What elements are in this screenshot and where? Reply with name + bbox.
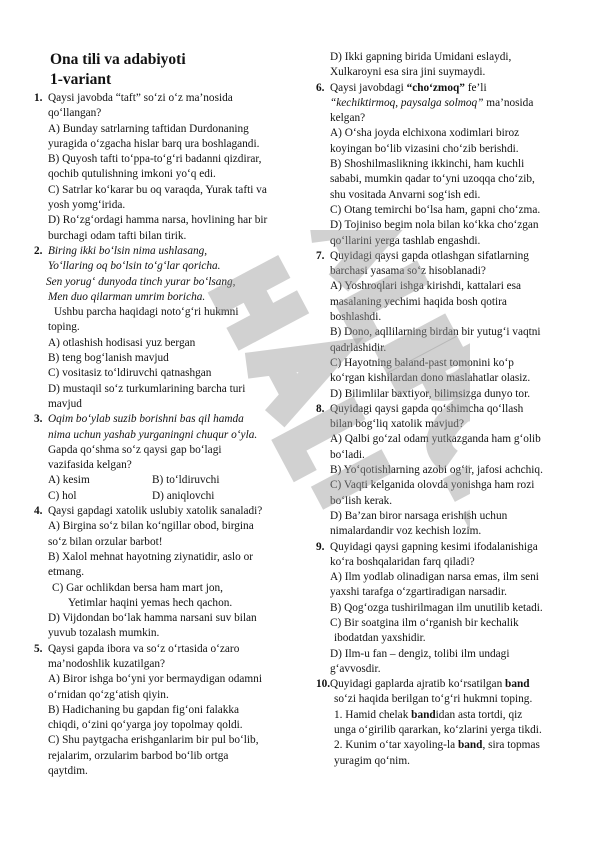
text-line	[316, 540, 578, 555]
text-span: unga o‘girilib qararkan, ko‘zlarini yerga tikdi.	[334, 724, 542, 737]
text-line	[34, 519, 296, 534]
text-line	[316, 387, 578, 402]
text-span: so‘z bilan orzular barbot!	[48, 535, 163, 548]
text-span: boshlashdi.	[330, 311, 382, 324]
text-span: C) Shu paytgacha erishganlarim bir pul bo‘lib,	[48, 734, 259, 747]
text-span: A) Ilm yodlab olinadigan narsa emas, ilm seni	[330, 571, 539, 584]
answer-option: C) hol	[48, 489, 77, 502]
text-line	[34, 764, 296, 779]
text-line	[320, 754, 578, 769]
text-span: C) vositasiz to‘ldiruvchi qatnashgan	[48, 367, 212, 380]
text-span: Quyidagi qaysi gapning kesimi ifodalanishiga	[330, 540, 538, 553]
text-line	[316, 157, 578, 172]
text-line	[320, 631, 578, 646]
text-line	[316, 662, 578, 677]
text-line	[34, 412, 296, 427]
text-line	[316, 524, 578, 539]
text-span: Gapda qo‘shma so‘z qaysi gap bo‘lagi	[48, 443, 222, 456]
left-column-body	[34, 91, 296, 779]
text-span: C) Gar ochlikdan bersa ham mart jon,	[52, 581, 223, 594]
text-line	[316, 264, 578, 279]
text-line	[316, 295, 578, 310]
text-span: etmang.	[48, 566, 85, 579]
question-number: 10.	[316, 678, 331, 691]
text-line	[34, 198, 296, 213]
text-line	[316, 310, 578, 325]
text-span: koyingan bo‘lib vizasini cho‘zib berishdi.	[330, 142, 519, 155]
text-span: Oqim bo‘ylab suzib borishni bas qil hamda	[48, 413, 244, 426]
text-line	[316, 417, 578, 432]
text-line	[316, 601, 578, 616]
text-line	[34, 611, 296, 626]
text-line	[316, 432, 578, 447]
text-line	[316, 325, 578, 340]
text-span: D) Vijdondan bo‘lak hamma narsani suv bilan	[48, 612, 257, 625]
right-column	[316, 50, 578, 769]
text-line	[34, 504, 296, 519]
text-span: yuragim qo‘nim.	[334, 754, 410, 767]
answer-option: B) to‘ldiruvchi	[152, 474, 220, 487]
text-span: fe’li	[464, 81, 487, 94]
text-span: yaxshi tarafga o‘zgartiradigan narsadir.	[330, 586, 507, 599]
text-span: “kechiktirmoq, paysalga solmoq”	[330, 96, 484, 109]
text-line	[316, 65, 578, 80]
text-span: D) Ilm-u fan – dengiz, tolibi ilm undagi	[330, 647, 510, 660]
text-line	[316, 249, 578, 264]
text-line	[34, 489, 296, 504]
text-span: Men duo qilarman umrim boricha.	[48, 290, 206, 303]
text-line	[34, 351, 296, 366]
text-line	[316, 555, 578, 570]
text-span: C) Vaqti kelganida olovda yonishga ham rozi	[330, 479, 535, 492]
text-line	[34, 382, 296, 397]
text-line	[34, 626, 296, 641]
text-span: bilan bog‘liq xatolik mavjud?	[330, 418, 464, 431]
text-line	[34, 167, 296, 182]
text-span: yuvub tozalash mumkin.	[48, 627, 160, 640]
text-line	[34, 718, 296, 733]
left-column	[34, 50, 296, 779]
text-span: ibodatdan yaxshidir.	[334, 632, 426, 645]
text-span: chiqdi, o‘zini qo‘yarga joy topolmay qoldi.	[48, 719, 243, 732]
text-line	[34, 152, 296, 167]
text-span: B) Yo‘qotishlarning azobi og‘ir, jafosi achchiq.	[330, 464, 543, 477]
question-number: 4.	[34, 505, 43, 518]
text-span: B) teng bog‘lanish mavjud	[48, 352, 169, 365]
text-span: mavjud	[48, 397, 82, 410]
text-span: qaytdim.	[48, 765, 88, 778]
text-span: “cho‘zmoq”	[406, 81, 465, 94]
text-line	[34, 320, 296, 335]
text-line	[316, 463, 578, 478]
text-span: g‘avvosdir.	[330, 662, 381, 675]
text-line	[316, 203, 578, 218]
question-number: 2.	[34, 244, 43, 257]
text-line	[34, 688, 296, 703]
text-span: A) Biror ishga bo‘yni yor bermaydigan odamni	[48, 673, 262, 686]
text-line	[320, 723, 578, 738]
text-line	[34, 550, 296, 565]
text-line	[34, 428, 296, 443]
text-span: C) Satrlar ko‘karar bu oq varaqda, Yurak tafti va	[48, 183, 267, 196]
text-span: ko‘rgan kishilardan dono maslahatlar olasiz.	[330, 372, 531, 385]
text-span: band	[457, 739, 483, 752]
text-span: o‘rnidan qo‘zg‘atish qiyin.	[48, 688, 169, 701]
text-line	[316, 616, 578, 631]
text-span: D) Ro‘zg‘ordagi hamma narsa, hovlining har bir	[48, 214, 268, 227]
text-span: barchasi yasama so‘z hisoblanadi?	[330, 265, 486, 278]
text-span: D) Tojiniso begim nola bilan ko‘kka cho‘zgan	[330, 219, 539, 232]
text-span: Quyidagi qaysi gapda otlashgan sifatlarning	[330, 249, 529, 262]
text-span: rejalarim, orzularim barbod bo‘lib ortga	[48, 749, 229, 762]
question-number: 9.	[316, 540, 325, 553]
text-line	[34, 397, 296, 412]
text-span: masalaning yechimi haqida bosh qotira	[330, 295, 507, 308]
text-span: Quyidagi gaplarda ajratib ko‘rsatilgan	[330, 678, 506, 691]
right-column-body	[316, 50, 578, 769]
text-span: yosh yomg‘irida.	[48, 199, 126, 212]
variant-title: 1-variant	[50, 71, 112, 88]
text-span: D) Bilimlilar baxtiyor, bilimsizga dunyo tor.	[330, 387, 531, 400]
text-line	[316, 356, 578, 371]
text-line	[316, 402, 578, 417]
text-line	[316, 478, 578, 493]
text-line	[34, 91, 296, 106]
text-line	[316, 172, 578, 187]
question-number: 3.	[34, 413, 43, 426]
text-span: qo‘llangan?	[48, 107, 102, 120]
text-span: bo‘ladi.	[330, 448, 365, 461]
text-span: C) Otang temirchi bo‘lsa ham, gapni cho‘zma.	[330, 203, 541, 216]
text-line	[34, 213, 296, 228]
text-span: B) Xalol mehnat hayotning ziynatidir, aslo or	[48, 550, 254, 563]
text-span: bo‘lish kerak.	[330, 494, 393, 507]
question-number: 1.	[34, 92, 43, 104]
text-span: Ushbu parcha haqidagi noto‘g‘ri hukmni	[54, 306, 239, 319]
text-line	[320, 738, 578, 753]
text-line	[316, 234, 578, 249]
text-line	[34, 183, 296, 198]
text-line	[34, 749, 296, 764]
text-span: ma’nodoshlik kuzatilgan?	[48, 657, 166, 670]
text-line	[316, 448, 578, 463]
answer-option: A) kesim	[48, 474, 90, 487]
text-span: A) Birgina so‘z bilan ko‘ngillar obod, birgina	[48, 520, 254, 533]
text-span: band	[411, 708, 436, 721]
text-span: 1. Hamid chelak	[334, 708, 412, 721]
text-span: A) O‘sha joyda elchixona xodimlari biroz	[330, 127, 520, 140]
text-span: Qaysi gapda ibora va so‘z o‘rtasida o‘zaro	[48, 642, 240, 655]
text-line	[316, 647, 578, 662]
text-span: B) Qog‘ozga tushirilmagan ilm unutilib ketadi.	[330, 601, 543, 614]
text-line	[316, 341, 578, 356]
text-span: so‘zi haqida berilgan to‘g‘ri hukmni toping.	[334, 693, 533, 706]
text-span: B) Dono, aqllilarning birdan bir yutug‘i vaqtni	[330, 326, 541, 339]
text-span: Qaysi gapdagi xatolik uslubiy xatolik sanaladi?	[48, 505, 263, 518]
text-line	[34, 473, 296, 488]
answer-option: D) aniqlovchi	[152, 489, 215, 502]
text-line	[34, 336, 296, 351]
text-span: qochib qutulishning imkoni yo‘q edi.	[48, 168, 216, 181]
text-line	[34, 290, 296, 305]
text-line	[316, 509, 578, 524]
text-span: 2. Kunim o‘tar xayoling-la	[334, 739, 458, 752]
text-span: Yetimlar haqini yemas hech qachon.	[68, 596, 233, 609]
text-span: D) Ba’zan biror narsaga erishish uchun	[330, 509, 508, 522]
text-line	[34, 244, 296, 259]
text-line	[316, 188, 578, 203]
text-span: Quyidagi qaysi gapda qo‘shimcha qo‘llash	[330, 402, 524, 415]
text-line	[34, 535, 296, 550]
text-line	[54, 596, 296, 611]
text-span: A) Yoshroqlari ishga kirishdi, kattalari esa	[330, 280, 522, 293]
text-line	[34, 259, 296, 274]
text-line	[40, 305, 296, 320]
text-span: ko‘ra boshqalaridan farq qiladi?	[330, 555, 475, 568]
text-span: , sira topmas	[482, 739, 540, 752]
text-span: B) Shoshilmaslikning ikkinchi, ham kuchli	[330, 158, 525, 171]
text-line	[34, 106, 296, 121]
text-line	[34, 672, 296, 687]
text-line	[38, 581, 296, 596]
text-span: A) otlashish hodisasi yuz bergan	[48, 336, 196, 349]
text-line	[316, 677, 578, 692]
text-line	[320, 708, 578, 723]
text-line	[32, 275, 296, 290]
text-span: D) mustaqil so‘z turkumlarining barcha turi	[48, 382, 246, 395]
text-span: B) Hadichaning bu gapdan fig‘oni falakka	[48, 703, 240, 716]
text-span: D) Ikki gapning birida Umidani eslaydi,	[330, 51, 512, 63]
text-span: Qaysi javobda “taft” so‘zi o‘z ma’nosida	[48, 92, 233, 104]
text-span: Yo‘llaring oq bo‘lsin to‘g‘lar qoricha.	[48, 260, 221, 273]
text-line	[34, 733, 296, 748]
text-span: shu vositada Anvarni sog‘ish edi.	[330, 188, 481, 201]
text-line	[316, 585, 578, 600]
text-line	[320, 692, 578, 707]
text-line	[34, 443, 296, 458]
text-line	[34, 366, 296, 381]
text-span: sababi, mumkin qadar to‘yni uzoqqa cho‘zib,	[330, 173, 535, 186]
text-span: Xulkaroyni esa sira jini suymaydi.	[330, 66, 486, 79]
text-span: band	[505, 678, 530, 691]
text-span: burchagi odam tafti bilan tirik.	[48, 229, 187, 242]
question-number: 6.	[316, 81, 325, 94]
text-span: toping.	[48, 321, 80, 334]
text-line	[316, 96, 578, 111]
text-line	[316, 50, 578, 65]
text-span: nimalardandir voz kechish lozim.	[330, 525, 482, 538]
text-line	[316, 279, 578, 294]
text-line	[34, 657, 296, 672]
text-span: ma’nosida	[483, 96, 534, 109]
text-line	[34, 565, 296, 580]
text-line	[316, 218, 578, 233]
text-span: yuragida o‘zgacha hislar barq ura boshlagandi.	[48, 137, 260, 150]
text-line	[34, 229, 296, 244]
text-span: A) Bunday satrlarning taftidan Durdonaning	[48, 122, 249, 135]
text-line	[34, 458, 296, 473]
text-line	[34, 137, 296, 152]
document-title: Ona tili va adabiyoti	[50, 51, 186, 68]
text-span: idan asta tortdi, qiz	[435, 708, 523, 721]
text-line	[316, 570, 578, 585]
question-number: 7.	[316, 249, 325, 262]
text-line	[34, 122, 296, 137]
text-span: Biring ikki bo‘lsin nima ushlasang,	[48, 244, 208, 257]
text-span: Qaysi javobdagi	[330, 81, 407, 94]
text-span: C) Bir soatgina ilm o‘rganish bir kechalik	[330, 616, 519, 629]
text-span: qo‘llarini yerga tashlab engashdi.	[330, 234, 481, 247]
text-span: qadrlashidir.	[330, 341, 387, 354]
text-line	[34, 642, 296, 657]
question-number: 8.	[316, 402, 325, 415]
question-number: 5.	[34, 642, 43, 655]
text-span: Sen yorug‘ dunyoda tinch yurar bo‘lsang,	[46, 275, 236, 288]
text-line	[316, 111, 578, 126]
text-span: A) Qalbi go‘zal odam yutkazganda ham g‘olib	[330, 433, 541, 446]
text-span: kelgan?	[330, 112, 366, 125]
text-line	[316, 81, 578, 96]
text-span: C) Hayotning baland-past tomonini ko‘p	[330, 356, 514, 369]
text-line	[316, 142, 578, 157]
text-span: nima uchun yashab yurganingni chuqur o‘yla.	[48, 428, 258, 441]
text-line	[316, 494, 578, 509]
text-line	[34, 703, 296, 718]
text-span: vazifasida kelgan?	[48, 459, 132, 472]
text-span: B) Quyosh tafti to‘ppa-to‘g‘ri badanni qizdirar,	[48, 153, 262, 166]
text-line	[316, 371, 578, 386]
text-line	[316, 126, 578, 141]
